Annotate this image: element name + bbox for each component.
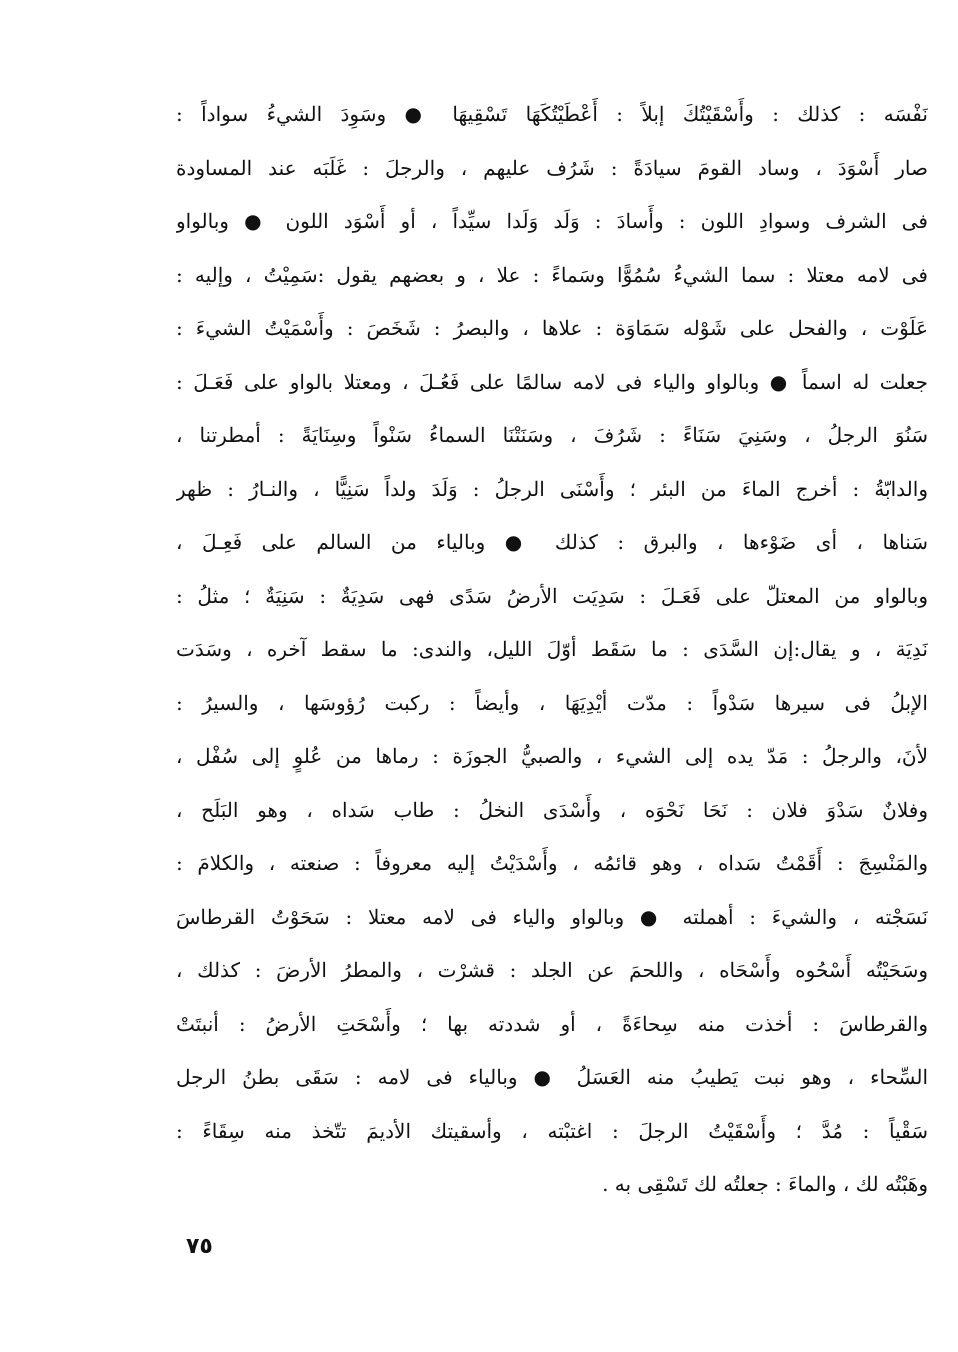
page-number: ٧٥	[186, 1234, 213, 1259]
text-line: سَقْياً : مُدَّ ؛ وأَسْقَيْتُ الرجلَ : اغتبْته ، وأسقيتك الأديمَ تتّخذ منه سِقَاءً :	[176, 1118, 928, 1143]
text-line: جعلت له اسماً ● وبالواو والياء فى لامه سالمًا على فَعُـلَ ، ومعتلا بالواو على فَعَـلَ :	[176, 369, 928, 394]
text-line: سَناها ، أى ضَوْءها ، والبرق : كذلك ● وبالياء من السالم على فَعِـلَ ،	[176, 530, 928, 554]
text-line: والدابّةُ : أخرج الماءَ من البئر ؛ وأَسْنَى الرجلُ : وَلَدَ ولداً سَنِيًّا ، والنـارُ : ظهر	[176, 476, 928, 501]
text-line: فى لامه معتلا : سما الشيءُ سُمُوًّا وسَماءً : علا ، و بعضهم يقول :سَمِيْتُ ، وإليه :	[176, 262, 928, 287]
text-line: نَفْسَه : كذلك : وأَسْقَيْتُكَ إبلاً : أَعْطَيْتُكَهَا تَسْقِيهَا ● وسَوِدَ الشيءُ سواداً :	[176, 102, 928, 126]
text-line: نَدِيَة ، و يقال:إن السَّدَى : ما سَقَط أوّلَ الليل، والندى: ما سقط آخره ، وسَدَت	[176, 637, 928, 661]
text-line: والمَنْسِجَ : أَقَمْتُ سَداه ، وهو قائمُه ، وأَسْدَيْتُ إليه معروفاً : صنعته ، والكلامَ :	[176, 851, 928, 875]
text-line: نَسَجْته ، والشيءَ : أهملته ● وبالواو والياء فى لامه معتلا : سَحَوْتُ القرطاسَ	[176, 904, 928, 929]
text-line: الإبلُ فى سيرها سَدْواً : مدّت أيْدِيَهَا ، وأيضاً : ركبت رُؤوسَها ، والسيرُ :	[176, 690, 928, 715]
text-line: وهَبْتُه لك ، والماءَ : جعلتُه لك تَسْقِى به .	[602, 1172, 928, 1196]
body-text	[176, 88, 928, 1212]
text-line: لأنَ، والرجلُ : مَدّ يده إلى الشيء ، والصبيُّ الجوزَة : رماها من عُلوٍ إلى سُفْل ،	[176, 744, 928, 768]
text-line: والقرطاسَ : أخذت منه سِحاءَةً ، أو شددته بها ؛ وأَسْحَتِ الأرضُ : أنبتَتْ	[176, 1011, 928, 1036]
text-line: وفلانٌ سَدْوَ فلان : نَحَا نَحْوَه ، وأَسْدَى النخلُ : طاب سَداه ، وهو البَلَح ،	[176, 797, 928, 822]
text-line: وسَحَيْتُه أَسْحُوه وأَسْحَاه ، واللحمَ عن الجلد : قشرْت ، والمطرُ الأرضَ : كذلك ،	[176, 958, 928, 982]
text-line: فى الشرف وسوادِ اللون : وأَسادَ : وَلَد وَلَدا سيِّداً ، أو أَسْوَد اللون ● وبالواو	[176, 209, 928, 233]
text-line: السِّحاء ، وهو نبت يَطيبُ منه العَسَلُ ● وبالياء فى لامه : سَقَى بطنُ الرجل	[176, 1065, 928, 1089]
text-line: صار أَسْوَدَ ، وساد القومَ سيادَةً : شَرُف عليهم ، والرجلَ : غَلَبَه عند المساودة	[176, 155, 928, 180]
text-line: سَنُوَ الرجلُ ، وسَنِيَ سَنَاءً : شَرُفَ ، وسَنَتْنَا السماءُ سَنْواً وسِنَايَةً : أمطرتنا ،	[176, 423, 928, 447]
text-line: وبالواو من المعتلّ على فَعَـلَ : سَدِيَت الأرضُ سَدًى فهى سَدِيَةٌ : سَنِيَةٌ ؛ مثلُ :	[176, 583, 928, 608]
text-line: عَلَوْت ، والفحل على شَوْله سَمَاوَة : علاها ، والبصرُ : شَخَصَ : وأَسْمَيْتُ الشيءَ :	[176, 316, 928, 340]
